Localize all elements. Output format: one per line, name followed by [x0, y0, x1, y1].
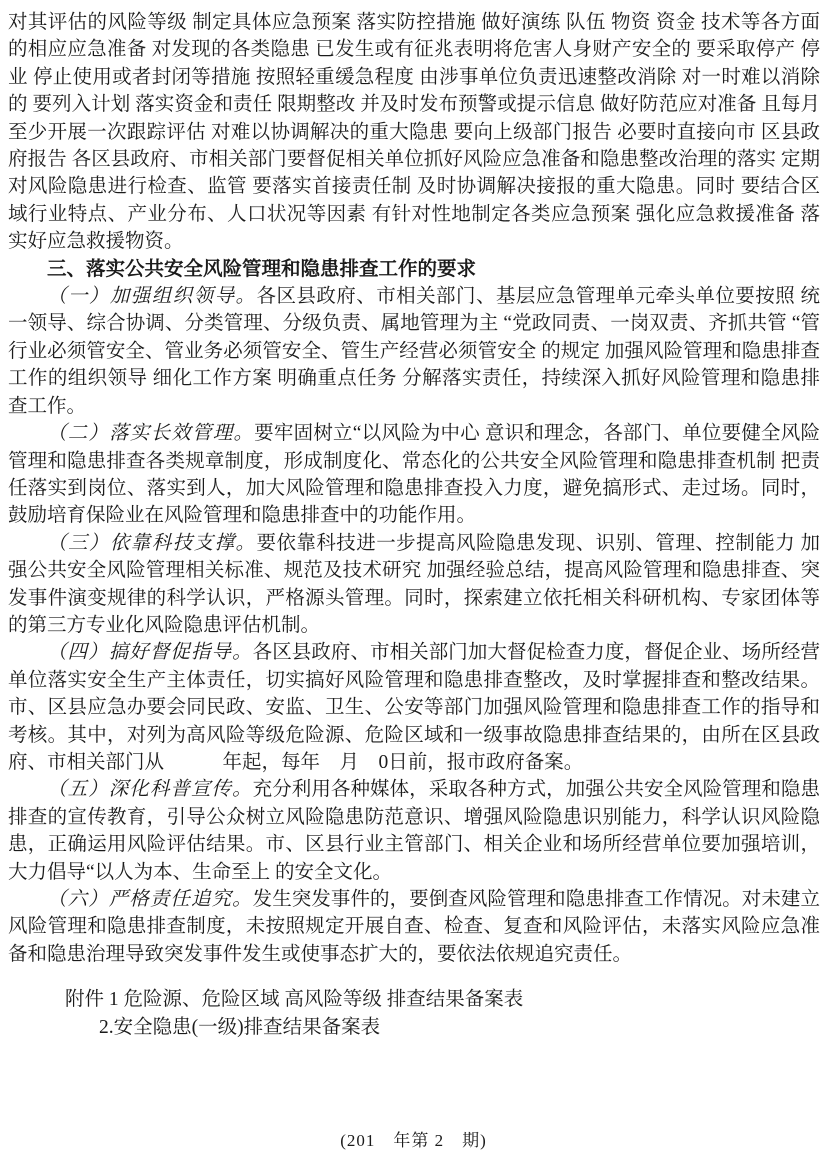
paragraph-item-3 — [8, 530, 820, 640]
paragraph-item-4 — [8, 639, 820, 776]
paragraph-2-text: 要牢固树立“以风险为中心 意识和理念，各部门、单位要健全风险管理和隐患排查各类规章制度，形成制度化、常态化的公共安全风险管理和隐患排查机制 把责任落实到岗位、落实到人，加大风险管理和隐患排查投入力度，避免搞形式、走过场。同时，鼓励培育保险业在风险管理和隐患排查中的功能作用。 — [8, 423, 820, 527]
paragraph-6-lead: （六）严格责任追究。 — [47, 889, 253, 910]
paragraph-5-lead: （五）深化科普宣传。 — [47, 779, 253, 801]
paragraph-4-lead: （四）搞好督促指导。 — [47, 642, 253, 664]
paragraph-continuation: 对其评估的风险等级 制定具体应急预案 落实防控措施 做好演练 队伍 物资 资金 技术等各方面的相应应急准备 对发现的各类隐患 已发生或有征兆表明将危害人身财产安全的 要采取停产 停业 停止使用或者封闭等措施 按照轻重缓急程度 由涉事单位负责迅速整改消除 对一时难以消除的 要列入计划 落实资金和责任 限期整改 并及时发布预警或提示信息 做好防范应对准备 且每月至少开展一次跟踪评估 对难以协调解决的重大隐患 要向上级部门报告 必要时直接向市 区县政府报告 各区县政府、市相关部门要督促相关单位抓好风险应急准备和隐患整改治理的落实 定期对风险隐患进行检查、监管 要落实首接责任制 及时协调解决接报的重大隐患。同时 要结合区域行业特点、产业分布、人口状况等因素 有针对性地制定各类应急预案 强化应急救援准备 落实好应急救援物资。 — [8, 12, 820, 253]
paragraph-1-lead: （一）加强组织领导。 — [47, 286, 257, 308]
document-body — [8, 9, 820, 1041]
paragraph-2-lead: （二）落实长效管理。 — [47, 423, 255, 445]
paragraph-item-5 — [8, 776, 820, 886]
paragraph-3-lead: （三）依靠科技支撑。 — [47, 532, 257, 554]
attachment-line-2: 2.安全隐患(一级)排查结果备案表 — [99, 1016, 381, 1038]
section-heading: 三、落实公共安全风险管理和隐患排查工作的要求 — [47, 258, 477, 280]
paragraph-item-1 — [8, 283, 820, 420]
paragraph-4-text: 各区县政府、市相关部门加大督促检查力度，督促企业、场所经营单位落实安全生产主体责任，切实搞好风险管理和隐患排查整改，及时掌握排查和整改结果。市、区县应急办要会同民政、安监、卫生、公安等部门加强风险管理和隐患排查工作的指导和考核。其中，对列为高风险等级危险源、危险区域和一级事故隐患排查结果的，由所在区县政府、市相关部门从 年起，每年 月 0日前，报市政府备案。 — [8, 642, 820, 773]
paragraph-6-text: 发生突发事件的，要倒查风险管理和隐患排查工作情况。对未建立风险管理和隐患排查制度，未按照规定开展自查、检查、复查和风险评估，未落实风险应急准备和隐患治理导致突发事件发生或使事态扩大的，要依法依规追究责任。 — [8, 889, 820, 965]
paragraph-item-6 — [8, 886, 820, 968]
paragraph-3-text: 要依靠科技进一步提高风险隐患发现、识别、管理、控制能力 加强公共安全风险管理相关标准、规范及技术研究 加强经验总结，提高风险管理和隐患排查、突发事件演变规律的科学认识，严格源头管理。同时，探索建立依托相关科研机构、专家团体等的第三方专业化风险隐患评估机制。 — [8, 532, 820, 636]
paragraph-1-text: 各区县政府、市相关部门、基层应急管理单元牵头单位要按照 统一领导、综合协调、分类管理、分级负责、属地管理为主 “党政同责、一岗双责、齐抓共管 “管行业必须管安全、管业务必须管安全、管生产经营必须管安全 的规定 加强风险管理和隐患排查工作的组织领导 细化工作方案 明确重点任务 分解落实责任，持续深入抓好风险管理和隐患排查工作。 — [8, 286, 820, 417]
paragraph-5-text: 充分利用各种媒体，采取各种方式，加强公共安全风险管理和隐患排查的宣传教育，引导公众树立风险隐患防范意识、增强风险隐患识别能力，科学认识风险隐患，正确运用风险评估结果。市、区县行业主管部门、相关企业和场所经营单位要加强培训，大力倡导“以人为本、生命至上 的安全文化。 — [8, 779, 820, 883]
paragraph-item-2 — [8, 420, 820, 530]
attachment-line-1: 附件 1 危险源、危险区域 高风险等级 排查结果备案表 — [65, 989, 524, 1011]
attachments-block — [8, 986, 820, 1041]
page-footer: (201 年第 2 期) — [340, 1131, 487, 1150]
